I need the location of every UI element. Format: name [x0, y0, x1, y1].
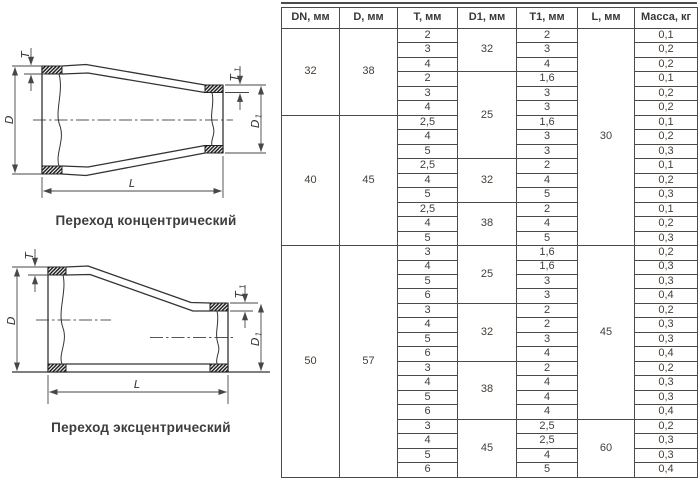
column-header: T, мм — [398, 8, 458, 29]
table-cell: 4 — [398, 130, 458, 144]
table-cell: 2 — [517, 29, 578, 43]
dim-label-L: L — [128, 177, 136, 190]
table-cell: 0,2 — [635, 57, 698, 71]
table-cell: 3 — [398, 246, 458, 260]
table-cell: 0,4 — [635, 289, 698, 303]
table-cell: 30 — [578, 29, 635, 246]
table-cell: 3 — [517, 86, 578, 100]
column-header: DN, мм — [282, 8, 340, 29]
dim-label-D1: D — [249, 337, 262, 346]
table-cell: 0,2 — [635, 86, 698, 100]
table-cell: 4 — [398, 318, 458, 332]
dim-label-D1-sub: 1 — [254, 113, 264, 119]
table-cell: 38 — [458, 361, 517, 419]
spec-table-wrap — [281, 7, 697, 478]
table-header-row — [282, 8, 698, 29]
table-cell: 2 — [517, 318, 578, 332]
table-cell: 4 — [517, 390, 578, 404]
wall-sections — [48, 267, 228, 372]
table-row — [282, 246, 698, 260]
column-header: L, мм — [578, 8, 635, 29]
dim-label-T1-sub: 1 — [238, 284, 248, 289]
column-header: D, мм — [340, 8, 398, 29]
column-header: T1, мм — [517, 8, 578, 29]
table-cell: 2,5 — [517, 419, 578, 433]
table-cell: 3 — [398, 43, 458, 57]
table-cell: 4 — [517, 448, 578, 462]
concentric-reducer-drawing — [3, 48, 266, 228]
header-row — [282, 8, 698, 29]
dim-label-D1: D — [249, 119, 262, 128]
table-cell: 3 — [517, 332, 578, 346]
concentric-caption: Переход концентрический — [55, 213, 237, 228]
table-cell: 4 — [398, 57, 458, 71]
table-cell: 40 — [282, 115, 340, 245]
table-cell: 2 — [517, 361, 578, 375]
table-cell: 1,6 — [517, 115, 578, 129]
spec-table — [281, 7, 698, 478]
table-cell: 0,3 — [635, 332, 698, 346]
table-cell: 0,3 — [635, 390, 698, 404]
table-cell: 6 — [398, 463, 458, 478]
table-cell: 0,2 — [635, 101, 698, 115]
dim-label-T: T — [19, 51, 32, 58]
column-header: Масса, кг — [635, 8, 698, 29]
table-cell: 5 — [398, 274, 458, 288]
table-cell: 4 — [398, 434, 458, 448]
table-cell: 0,1 — [635, 29, 698, 43]
table-cell: 50 — [282, 246, 340, 478]
table-cell: 5 — [398, 231, 458, 245]
table-cell: 2,5 — [398, 115, 458, 129]
column-header: D1, мм — [458, 8, 517, 29]
table-cell: 0,3 — [635, 231, 698, 245]
table-cell: 2 — [517, 202, 578, 216]
table-cell: 45 — [340, 115, 398, 245]
table-cell: 1,6 — [517, 72, 578, 86]
table-cell: 0,2 — [635, 303, 698, 317]
table-cell: 0,4 — [635, 405, 698, 419]
table-cell: 3 — [517, 289, 578, 303]
table-cell: 60 — [578, 419, 635, 477]
table-cell: 2 — [398, 29, 458, 43]
table-cell: 1,6 — [517, 260, 578, 274]
table-cell: 3 — [398, 361, 458, 375]
table-cell: 3 — [398, 303, 458, 317]
dim-label-T1: T — [228, 74, 241, 81]
table-cell: 5 — [517, 188, 578, 202]
table-cell: 5 — [398, 332, 458, 346]
table-cell: 38 — [340, 29, 398, 116]
table-cell: 32 — [458, 29, 517, 72]
table-cell: 3 — [398, 86, 458, 100]
table-cell: 6 — [398, 347, 458, 361]
table-cell: 3 — [517, 101, 578, 115]
table-cell: 0,3 — [635, 144, 698, 158]
table-cell: 0,4 — [635, 463, 698, 478]
table-cell: 5 — [398, 144, 458, 158]
table-cell: 0,1 — [635, 115, 698, 129]
table-cell: 0,1 — [635, 159, 698, 173]
table-cell: 0,2 — [635, 130, 698, 144]
table-cell: 4 — [517, 347, 578, 361]
dim-label-T1: T — [233, 291, 246, 298]
table-cell: 4 — [398, 217, 458, 231]
table-body — [282, 29, 698, 478]
table-cell: 2 — [517, 303, 578, 317]
table-cell: 0,2 — [635, 43, 698, 57]
table-cell: 4 — [517, 173, 578, 187]
break-lines — [61, 275, 219, 364]
table-cell: 2,5 — [398, 159, 458, 173]
table-cell: 3 — [517, 130, 578, 144]
table-cell: 4 — [517, 376, 578, 390]
table-cell: 3 — [517, 144, 578, 158]
table-cell: 2,5 — [517, 434, 578, 448]
table-cell: 3 — [517, 43, 578, 57]
table-cell: 6 — [398, 405, 458, 419]
table-cell: 0,2 — [635, 173, 698, 187]
table-cell: 45 — [458, 419, 517, 477]
table-cell: 2,5 — [398, 202, 458, 216]
dim-label-D: D — [5, 316, 18, 325]
table-cell: 5 — [398, 448, 458, 462]
table-cell: 32 — [282, 29, 340, 116]
table-cell: 5 — [398, 188, 458, 202]
table-row — [282, 29, 698, 43]
table-cell: 5 — [517, 231, 578, 245]
table-cell: 4 — [517, 57, 578, 71]
table-cell: 4 — [398, 260, 458, 274]
table-cell: 0,2 — [635, 246, 698, 260]
dim-label-T1-sub: 1 — [233, 67, 243, 72]
table-cell: 4 — [517, 405, 578, 419]
table-cell: 32 — [458, 159, 517, 202]
table-cell: 4 — [517, 217, 578, 231]
table-cell: 32 — [458, 303, 517, 361]
reducer-drawings — [0, 0, 281, 484]
table-cell: 4 — [398, 173, 458, 187]
table-cell: 2 — [517, 159, 578, 173]
table-cell: 0,3 — [635, 376, 698, 390]
table-cell: 3 — [398, 419, 458, 433]
dim-label-T: T — [23, 252, 36, 259]
eccentric-body-outline — [12, 266, 270, 372]
table-cell: 5 — [398, 390, 458, 404]
table-cell: 0,3 — [635, 434, 698, 448]
table-cell: 0,1 — [635, 72, 698, 86]
table-cell: 0,2 — [635, 361, 698, 375]
dim-label-L: L — [133, 378, 141, 391]
table-cell: 0,3 — [635, 260, 698, 274]
eccentric-caption: Переход эксцентрический — [51, 420, 231, 435]
table-cell: 2 — [398, 72, 458, 86]
table-cell: 0,4 — [635, 347, 698, 361]
table-cell: 38 — [458, 202, 517, 245]
table-cell: 0,2 — [635, 419, 698, 433]
table-cell: 25 — [458, 246, 517, 304]
table-cell: 3 — [517, 274, 578, 288]
table-cell: 5 — [517, 463, 578, 478]
table-cell: 57 — [340, 246, 398, 478]
table-cell: 0,3 — [635, 188, 698, 202]
table-cell: 0,3 — [635, 448, 698, 462]
table-cell: 0,3 — [635, 274, 698, 288]
eccentric-reducer-drawing — [5, 249, 270, 435]
table-cell: 1,6 — [517, 246, 578, 260]
table-cell: 4 — [398, 376, 458, 390]
table-cell: 0,1 — [635, 202, 698, 216]
dim-label-D: D — [3, 115, 16, 124]
table-top-rule — [281, 2, 697, 4]
table-cell: 25 — [458, 72, 517, 159]
table-cell: 45 — [578, 246, 635, 420]
table-cell: 4 — [398, 101, 458, 115]
table-cell: 0,3 — [635, 318, 698, 332]
table-cell: 0,2 — [635, 217, 698, 231]
table-cell: 6 — [398, 289, 458, 303]
dim-label-D1-sub: 1 — [254, 331, 264, 337]
